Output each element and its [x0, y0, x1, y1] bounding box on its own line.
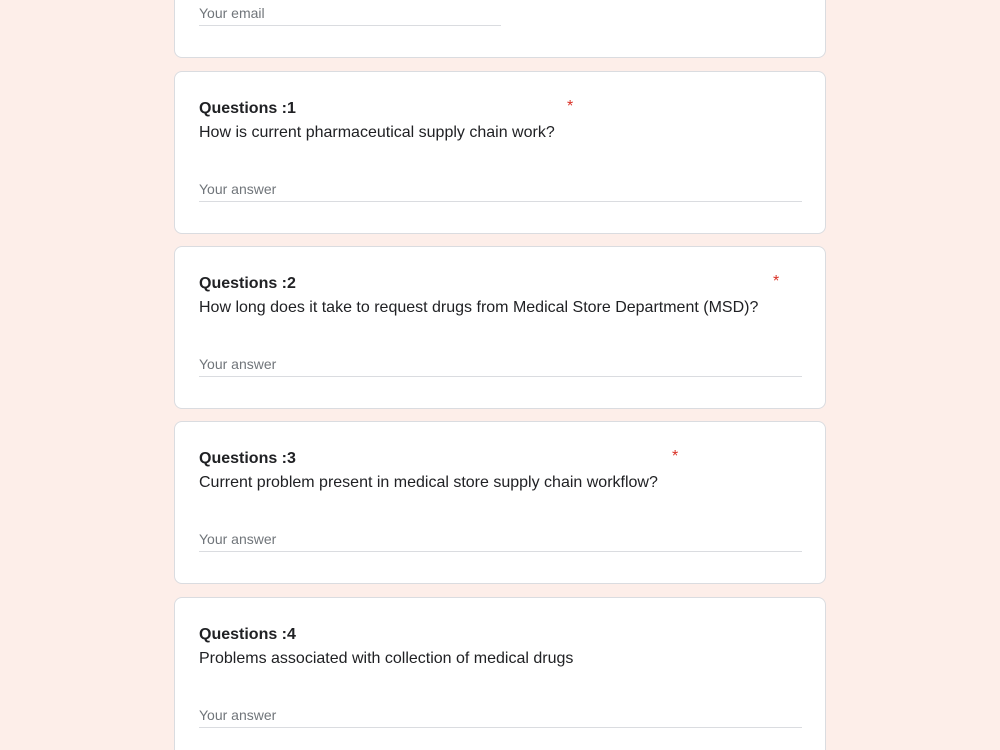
question-card-1	[174, 71, 826, 234]
answer-input-3[interactable]	[199, 527, 802, 552]
answer-input-2[interactable]	[199, 352, 802, 377]
question-card-3	[174, 421, 826, 584]
required-asterisk: *	[773, 273, 780, 290]
question-title: Questions :3	[199, 450, 296, 467]
question-title: Questions :2	[199, 275, 296, 292]
email-input[interactable]	[199, 1, 501, 26]
question-text: How is current pharmaceutical supply chain work?	[199, 124, 555, 141]
answer-input-4[interactable]	[199, 703, 802, 728]
required-asterisk: *	[567, 98, 574, 115]
question-card-2	[174, 246, 826, 409]
question-card-4	[174, 597, 826, 750]
email-card	[174, 0, 826, 58]
required-asterisk: *	[672, 448, 679, 465]
answer-input-1[interactable]	[199, 177, 802, 202]
question-text: Problems associated with collection of medical drugs	[199, 650, 574, 667]
question-title: Questions :1	[199, 100, 296, 117]
question-text: How long does it take to request drugs from Medical Store Department (MSD)?	[199, 299, 759, 316]
question-title: Questions :4	[199, 626, 296, 643]
question-text: Current problem present in medical store supply chain workflow?	[199, 474, 658, 491]
